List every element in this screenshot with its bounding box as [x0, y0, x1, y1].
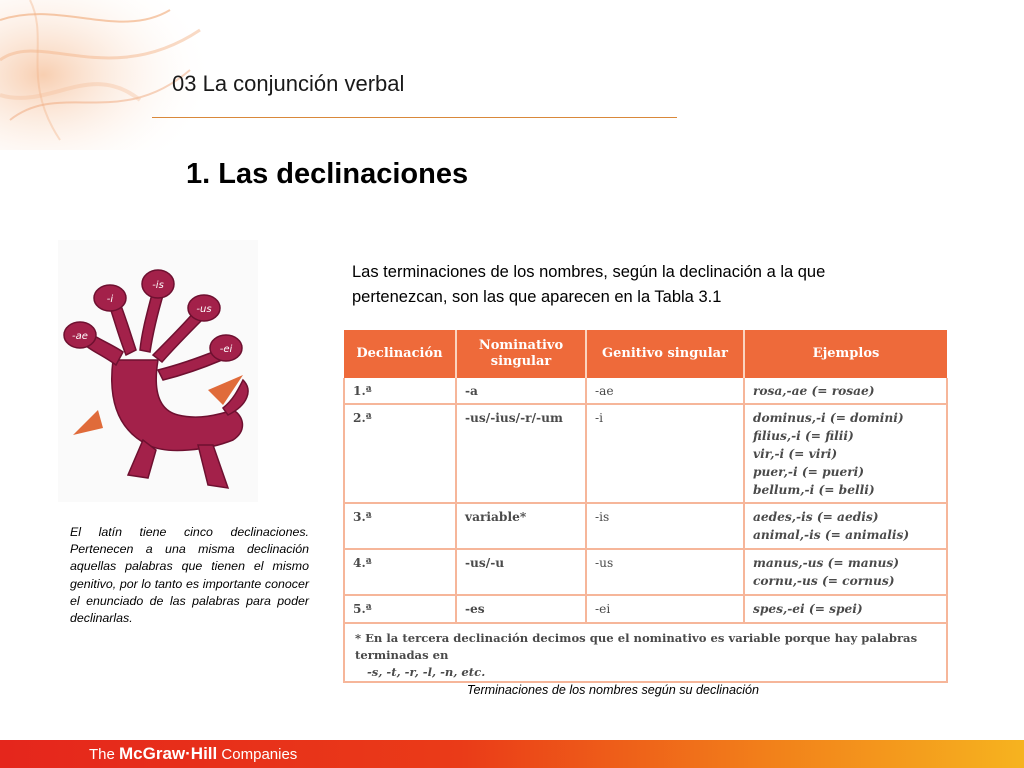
table-row: [344, 549, 947, 595]
examples-cell: [744, 378, 947, 404]
head-label: -us: [196, 304, 212, 315]
intro-paragraph: Las terminaciones de los nombres, según la declinación a la que pertenezcan, son las que aparecen en la Tabla 3.1: [352, 263, 826, 306]
table-footnote: [344, 623, 947, 682]
nominative-cell: -es: [456, 595, 586, 623]
example-line: puer,-i (= pueri): [753, 465, 865, 479]
footer-bar: [0, 740, 1024, 768]
head-label: -ae: [72, 331, 88, 342]
example-line: aedes,-is (= aedis): [753, 510, 879, 524]
table-row: [344, 595, 947, 623]
illustration-caption: El latín tiene cinco declinaciones. Pertenecen a una misma declinación aquellas palabras que tienen el mismo genitivo, por lo tanto es importante conocer el enunciado de las palabras para poder declinarlas.: [70, 525, 309, 626]
title-divider: [152, 117, 677, 118]
nominative-cell: -us/-u: [456, 549, 586, 595]
example-line: cornu,-us (= cornus): [753, 574, 895, 588]
logo-the: The: [89, 746, 120, 763]
declension-cell: 2.ª: [344, 404, 456, 503]
head-label: -i: [106, 294, 114, 305]
example-line: filius,-i (= filii): [753, 429, 854, 443]
nominative-cell: -a: [456, 378, 586, 404]
column-header: Ejemplos: [744, 330, 947, 378]
declension-cell: 5.ª: [344, 595, 456, 623]
example-line: rosa,-ae (= rosae): [753, 384, 875, 398]
examples-cell: [744, 549, 947, 595]
footnote-line: -s, -t, -r, -l, -n, etc.: [367, 665, 486, 679]
table-row: [344, 378, 947, 404]
example-line: vir,-i (= viri): [753, 447, 838, 461]
example-line: dominus,-i (= domini): [753, 411, 904, 425]
genitive-cell: -i: [586, 404, 744, 503]
genitive-cell: -is: [586, 503, 744, 549]
nominative-cell: variable*: [456, 503, 586, 549]
head-label: -ei: [219, 344, 233, 355]
genitive-cell: -ei: [586, 595, 744, 623]
examples-cell: [744, 595, 947, 623]
publisher-logo: [89, 744, 297, 764]
declension-cell: 4.ª: [344, 549, 456, 595]
head-label: -is: [152, 280, 164, 291]
example-line: bellum,-i (= belli): [753, 483, 875, 497]
hydra-illustration: [58, 240, 258, 502]
examples-cell: [744, 404, 947, 503]
column-header: Declinación: [344, 330, 456, 378]
declension-table: [343, 330, 948, 683]
column-header: Nominativo singular: [456, 330, 586, 378]
table-caption: Terminaciones de los nombres según su declinación: [466, 683, 760, 697]
slide-title: 1. Las declinaciones: [186, 158, 469, 190]
table-row: [344, 404, 947, 503]
column-header: Genitivo singular: [586, 330, 744, 378]
declension-cell: 3.ª: [344, 503, 456, 549]
footnote-line: * En la tercera declinación decimos que el nominativo es variable porque hay palabras terminadas en: [355, 631, 918, 662]
logo-name: McGraw·Hill: [119, 744, 218, 763]
declension-table-figure: [343, 330, 946, 679]
section-title: 03 La conjunción verbal: [172, 71, 405, 96]
example-line: manus,-us (= manus): [753, 556, 900, 570]
examples-cell: [744, 503, 947, 549]
declension-cell: 1.ª: [344, 378, 456, 404]
table-header-row: [344, 330, 947, 378]
nominative-cell: -us/-ius/-r/-um: [456, 404, 586, 503]
genitive-cell: -ae: [586, 378, 744, 404]
example-line: animal,-is (= animalis): [753, 528, 910, 542]
logo-companies: Companies: [217, 746, 298, 763]
example-line: spes,-ei (= spei): [753, 602, 863, 616]
table-footnote-row: [344, 623, 947, 682]
genitive-cell: -us: [586, 549, 744, 595]
table-row: [344, 503, 947, 549]
